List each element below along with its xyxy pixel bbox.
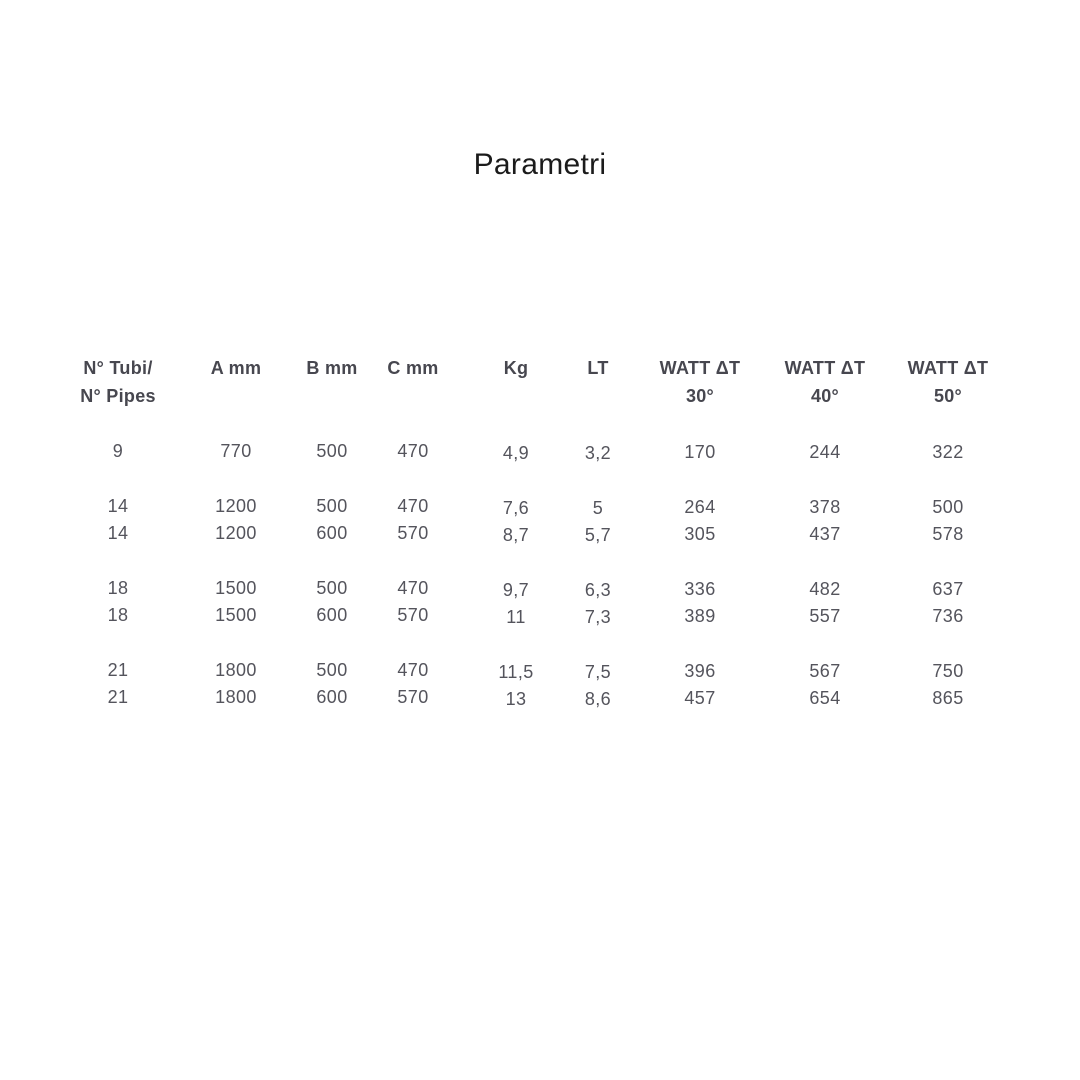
table-cell: 865 [932, 688, 964, 708]
table-cell: 11 [506, 607, 526, 627]
header-label [368, 382, 458, 410]
table-cell: 244 [809, 442, 841, 462]
header-label: 50° [933, 386, 963, 406]
table-cell: 1200 [215, 523, 257, 543]
table-cell: 11,5 [498, 662, 534, 682]
table-cell: 21 [107, 687, 129, 707]
table-cell: 600 [316, 605, 348, 625]
header-cell-lt [574, 354, 622, 410]
table-row [60, 602, 1024, 629]
table-cell: 7,5 [584, 662, 612, 682]
table-cell: 336 [684, 579, 716, 599]
table-cell: 264 [684, 497, 716, 517]
parameters-table [60, 354, 1024, 711]
table-cell: 4,9 [502, 443, 530, 463]
table-cell: 570 [397, 605, 429, 625]
header-label [296, 382, 368, 410]
table-cell: 500 [316, 660, 348, 680]
header-label: 30° [685, 386, 715, 406]
table-cell: 600 [316, 687, 348, 707]
table-cell: 470 [397, 660, 429, 680]
table-cell: 7,6 [502, 498, 530, 518]
table-cell: 5 [592, 498, 604, 518]
table-cell: 557 [809, 606, 841, 626]
table-cell: 1500 [215, 578, 257, 598]
table-cell: 570 [397, 687, 429, 707]
table-cell: 18 [107, 605, 129, 625]
header-cell-watt-30 [622, 354, 778, 410]
table-cell: 9,7 [502, 580, 530, 600]
table-cell: 7,3 [584, 607, 612, 627]
table-row [60, 438, 1024, 465]
header-label: WATT ΔT [784, 358, 866, 378]
table-cell: 470 [397, 578, 429, 598]
header-label: N° Tubi/ [83, 358, 153, 378]
table-row [60, 684, 1024, 711]
table-cell: 18 [107, 578, 129, 598]
header-label: A mm [210, 358, 262, 378]
header-label: B mm [306, 358, 358, 378]
table-cell: 500 [932, 497, 964, 517]
header-label [176, 382, 296, 410]
header-label: N° Pipes [80, 386, 156, 406]
table-cell: 13 [505, 689, 527, 709]
header-label: WATT ΔT [907, 358, 989, 378]
table-cell: 389 [684, 606, 716, 626]
table-cell: 470 [397, 441, 429, 461]
header-label [458, 382, 574, 410]
table-cell: 570 [397, 523, 429, 543]
table-cell: 500 [316, 578, 348, 598]
header-label: C mm [387, 358, 439, 378]
table-cell: 1800 [215, 687, 257, 707]
header-cell-tubi [60, 354, 176, 410]
header-label [574, 382, 622, 410]
table-cell: 500 [316, 496, 348, 516]
header-cell-c-mm [368, 354, 458, 410]
table-cell: 322 [932, 442, 964, 462]
table-cell: 482 [809, 579, 841, 599]
table-row [60, 657, 1024, 684]
table-header-row [60, 354, 1024, 410]
table-cell: 1500 [215, 605, 257, 625]
header-cell-b-mm [296, 354, 368, 410]
table-cell: 470 [397, 496, 429, 516]
table-cell: 396 [684, 661, 716, 681]
table-cell: 3,2 [584, 443, 612, 463]
header-label: LT [587, 358, 609, 378]
table-row [60, 493, 1024, 520]
table-cell: 305 [684, 524, 716, 544]
table-cell: 750 [932, 661, 964, 681]
table-cell: 654 [809, 688, 841, 708]
table-cell: 8,7 [502, 525, 530, 545]
table-cell: 8,6 [584, 689, 612, 709]
header-label: WATT ΔT [659, 358, 741, 378]
table-cell: 637 [932, 579, 964, 599]
header-label: Kg [503, 358, 529, 378]
table-cell: 578 [932, 524, 964, 544]
table-cell: 21 [107, 660, 129, 680]
table-cell: 457 [684, 688, 716, 708]
page-title: Parametri [473, 148, 607, 181]
table-cell: 600 [316, 523, 348, 543]
table-row [60, 575, 1024, 602]
header-cell-watt-50 [872, 354, 1024, 410]
table-cell: 567 [809, 661, 841, 681]
table-cell: 1800 [215, 660, 257, 680]
table-cell: 170 [684, 442, 716, 462]
table-cell: 736 [932, 606, 964, 626]
header-cell-a-mm [176, 354, 296, 410]
table-cell: 1200 [215, 496, 257, 516]
table-cell: 14 [107, 496, 129, 516]
table-cell: 437 [809, 524, 841, 544]
header-cell-watt-40 [778, 354, 872, 410]
table-cell: 770 [220, 441, 252, 461]
table-cell: 9 [112, 441, 124, 461]
table-cell: 378 [809, 497, 841, 517]
table-cell: 14 [107, 523, 129, 543]
table-cell: 6,3 [584, 580, 612, 600]
table-row [60, 520, 1024, 547]
table-cell: 5,7 [584, 525, 612, 545]
header-label: 40° [810, 386, 840, 406]
table-cell: 500 [316, 441, 348, 461]
header-cell-kg [458, 354, 574, 410]
